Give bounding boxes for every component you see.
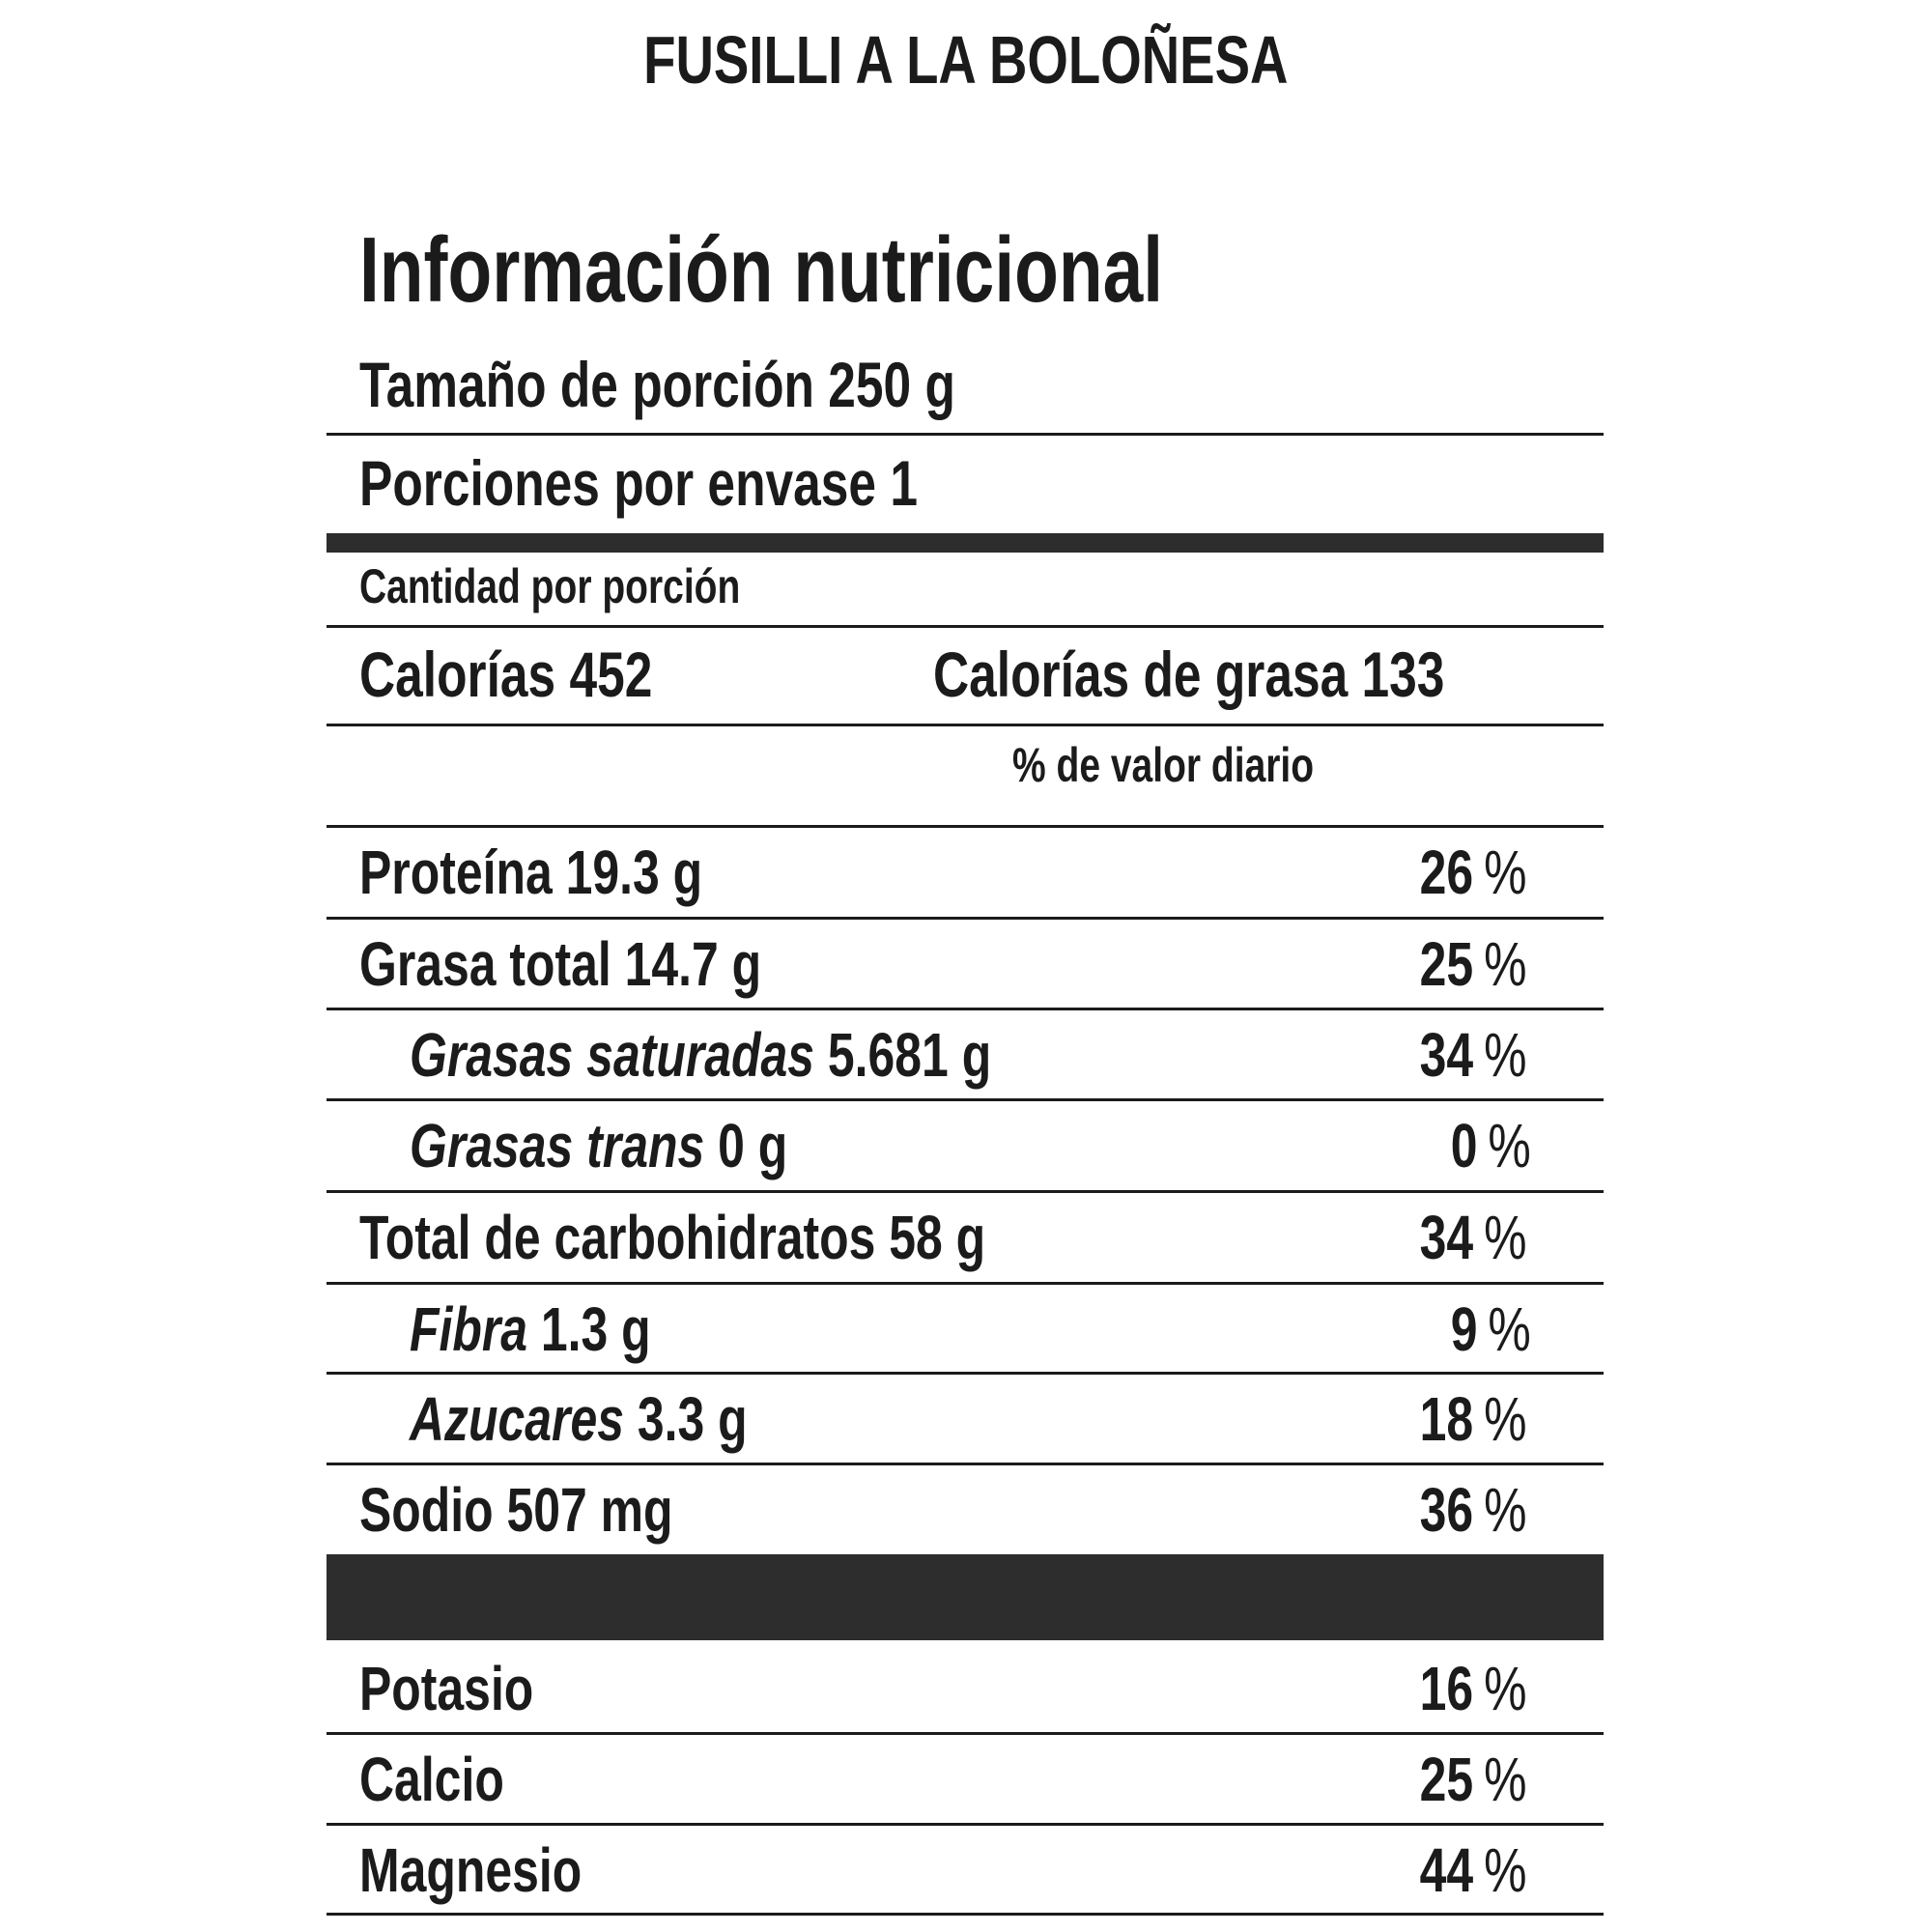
nutrient-row-fibra	[327, 1285, 1604, 1374]
servings-per-container-text: Porciones por envase 1	[359, 447, 918, 519]
product-title-text: FUSILLI A LA BOLOÑESA	[643, 22, 1289, 98]
calories-from-fat-text: Calorías de grasa 133	[933, 639, 1445, 710]
divider	[327, 433, 1604, 436]
nutrient-percent: 26 %	[1419, 838, 1527, 907]
nutrient-label: Grasa total 14.7 g	[359, 929, 762, 999]
thick-divider-band	[327, 1554, 1604, 1640]
mineral-label: Potasio	[359, 1654, 534, 1723]
panel-title	[359, 217, 1390, 324]
nutrient-row-carbohidratos	[327, 1193, 1604, 1282]
nutrient-percent: 9 %	[1450, 1294, 1531, 1364]
nutrient-label: Grasas saturadas 5.681 g	[410, 1020, 992, 1090]
nutrient-label: Fibra 1.3 g	[410, 1294, 651, 1364]
daily-value-header	[1012, 736, 1399, 794]
nutrient-row-grasas-trans	[327, 1101, 1604, 1190]
nutrient-percent: 34 %	[1419, 1203, 1527, 1272]
nutrient-row-grasa-total	[327, 920, 1604, 1009]
serving-size-text: Tamaño de porción 250 g	[359, 349, 955, 420]
mineral-percent: 25 %	[1419, 1745, 1527, 1814]
thick-divider	[327, 533, 1604, 553]
calories-from-fat	[933, 636, 1589, 713]
nutrient-label: Grasas trans 0 g	[410, 1111, 788, 1180]
nutrient-label: Total de carbohidratos 58 g	[359, 1203, 986, 1272]
mineral-percent: 44 %	[1419, 1835, 1527, 1905]
divider	[327, 724, 1604, 726]
nutrient-percent: 25 %	[1419, 929, 1527, 999]
daily-value-header-text: % de valor diario	[1012, 738, 1315, 792]
nutrient-label: Sodio 507 mg	[359, 1475, 673, 1545]
nutrient-row-grasas-saturadas	[327, 1010, 1604, 1099]
nutrient-label: Proteína 19.3 g	[359, 838, 703, 907]
amount-per-serving	[359, 557, 848, 615]
nutrient-percent: 0 %	[1450, 1111, 1531, 1180]
calories-text: Calorías 452	[359, 639, 653, 710]
nutrient-percent: 34 %	[1419, 1020, 1527, 1090]
amount-per-serving-text: Cantidad por porción	[359, 559, 741, 613]
divider	[327, 1913, 1604, 1916]
nutrient-row-sodio	[327, 1465, 1604, 1554]
panel-title-text: Información nutricional	[359, 218, 1164, 322]
nutrient-percent: 18 %	[1419, 1384, 1527, 1454]
mineral-row-potasio	[327, 1644, 1604, 1733]
nutrient-percent: 36 %	[1419, 1475, 1527, 1545]
mineral-label: Magnesio	[359, 1835, 582, 1905]
mineral-label: Calcio	[359, 1745, 504, 1814]
nutrient-row-proteina	[327, 828, 1604, 917]
mineral-percent: 16 %	[1419, 1654, 1527, 1723]
servings-per-container	[359, 444, 1075, 522]
nutrient-row-azucares	[327, 1375, 1604, 1463]
divider	[327, 625, 1604, 628]
nutrient-label: Azucares 3.3 g	[410, 1384, 748, 1454]
mineral-row-calcio	[327, 1735, 1604, 1824]
nutrition-facts-panel	[327, 0, 1604, 1932]
mineral-row-magnesio	[327, 1826, 1604, 1915]
calories	[359, 636, 735, 713]
serving-size	[359, 346, 1123, 423]
